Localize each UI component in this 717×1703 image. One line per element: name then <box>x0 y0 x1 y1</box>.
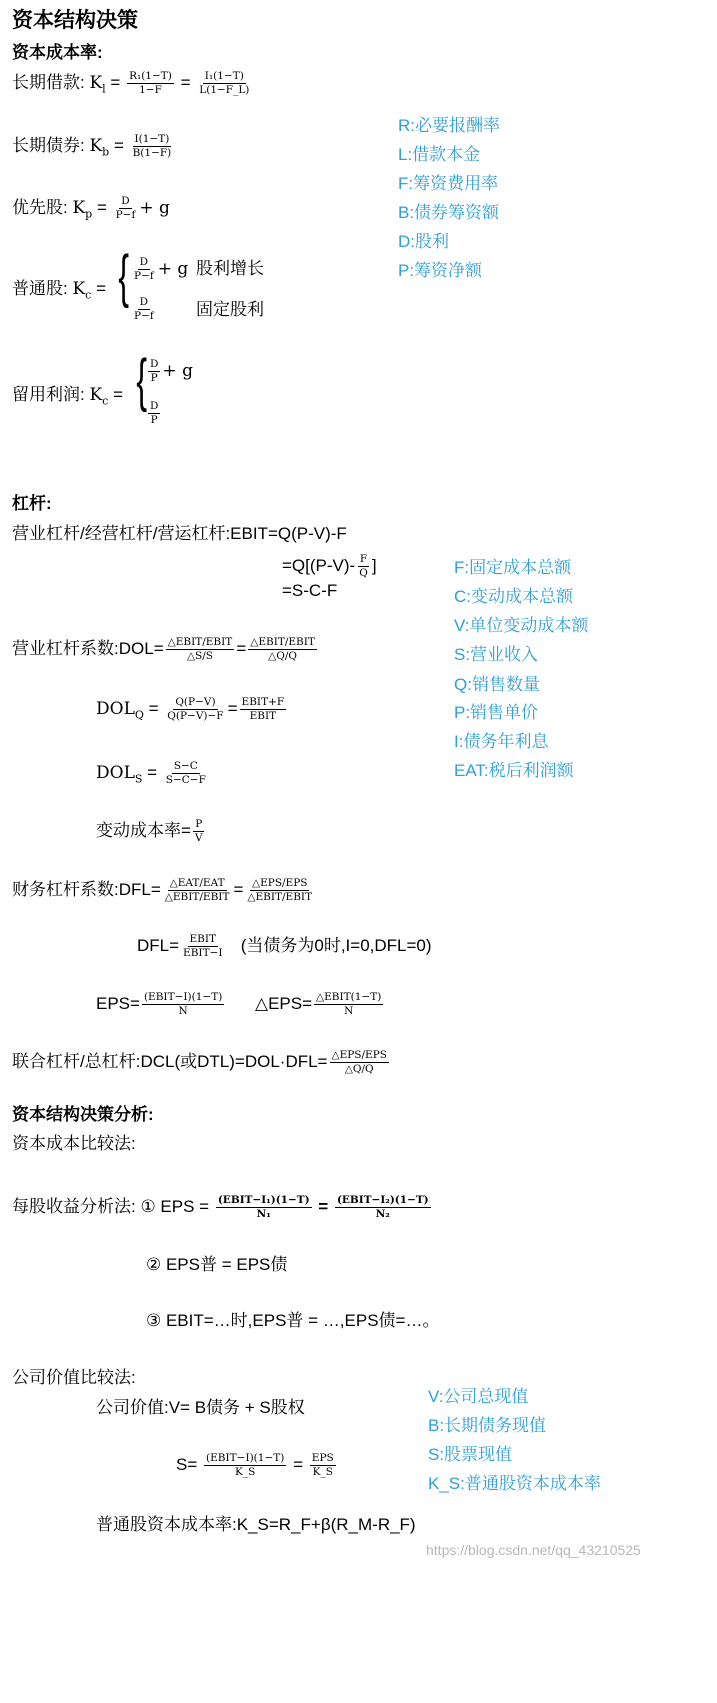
operating-label: 营业杠杆/经营杠杆/营运杠杆:EBIT=Q(P-V)-F <box>12 524 347 543</box>
cost-legend-item: R:必要报酬率 <box>398 116 500 135</box>
leverage-legend-item: F:固定成本总额 <box>454 558 572 577</box>
long-loan-frac-1: $\frac{\text{R₁(1−T)}}{1-F}$ <box>129 70 172 97</box>
common-case-2: $\frac{D}{P-f}$ <box>134 296 154 323</box>
leverage-legend-item: C:变动成本总额 <box>454 587 573 606</box>
ks-formula: 普通股资本成本率:K_S=R_F+β(R_M-R_F) <box>96 1515 416 1534</box>
eps-condition-3: ③ EBIT=…时,EPS普 = …,EPS债=…。 <box>146 1311 440 1330</box>
long-loan-lhs: $K_l$ <box>89 73 106 96</box>
common-brace: { <box>118 244 130 309</box>
cost-legend-item: D:股利 <box>398 232 449 251</box>
watermark-text: https://blog.csdn.net/qq_43210525 <box>426 1542 641 1558</box>
preferred-lhs: $K_p$ <box>72 198 93 221</box>
page-title: 资本结构决策 <box>12 9 138 32</box>
leverage-legend-item: S:营业收入 <box>454 645 539 664</box>
decision-legend-item: K_S:普通股资本成本率 <box>428 1474 601 1493</box>
dcl-formula: 联合杠杆/总杠杆:DCL(或DTL)=DOL·DFL= △EPS/EPS △Q/Q <box>12 1049 387 1076</box>
common-label: 普通股: $K_c$ = <box>12 279 106 302</box>
preferred-label: 优先股: <box>12 198 68 218</box>
long-bond-lhs: $K_b$ <box>89 136 110 159</box>
leverage-legend-item: V:单位变动成本额 <box>454 616 589 635</box>
formula-preferred: 优先股: $K_p$ = $\frac{D}{P-f}$ + g <box>12 195 170 222</box>
formula-long-loan: 长期借款: $K_l$ = $\frac{\text{R₁(1−T)}}{1-F}$ = $\frac{\text{I₁(1−T)}}{L(1-F\_L)}$ <box>12 70 250 97</box>
decision-legend-item: S:股票现值 <box>428 1445 513 1464</box>
dfl-formula: 财务杠杆系数:DFL= △EAT/EAT △EBIT/EBIT = △EPS/EPS △EBIT/EBIT <box>12 877 313 904</box>
dols-formula: $DOL_S$ = $\frac{S-C}{S-C-F}$ <box>96 760 206 787</box>
preferred-frac: $\frac{D}{P-f}$ <box>115 195 136 222</box>
retained-case-2: $\frac{D}{P}$ <box>150 400 159 427</box>
dol-formula: 营业杠杆系数:DOL= △EBIT/EBIT △S/S = △EBIT/EBIT △Q/Q <box>12 636 315 663</box>
eps-formula: EPS= (EBIT−I)(1−T) N <box>96 991 223 1018</box>
common-case-2-label: 固定股利 <box>196 300 264 319</box>
retained-case-1: $\frac{D}{P}$ + g <box>150 358 193 385</box>
long-loan-label: 长期借款: <box>12 73 85 93</box>
long-bond-label: 长期债券: <box>12 136 85 156</box>
dfl2-formula: DFL= EBIT EBIT−I (当债务为0时,I=0,DFL=0) <box>137 933 432 960</box>
cost-legend-item: L:借款本金 <box>398 145 481 164</box>
retained-brace: { <box>136 348 148 413</box>
eps-condition-2: ② EPS普 = EPS债 <box>146 1255 288 1274</box>
common-case-1-label: 股利增长 <box>196 259 264 278</box>
leverage-legend-item: Q:销售数量 <box>454 675 540 694</box>
cost-legend-item: P:筹资净额 <box>398 261 483 280</box>
leverage-legend-item: EAT:税后利润额 <box>454 761 574 780</box>
delta-eps-formula: △EPS= △EBIT(1−T) N <box>255 991 382 1018</box>
decision-legend-item: B:长期债务现值 <box>428 1416 547 1435</box>
eps-analysis-formula: 每股收益分析法: ① EPS = (EBIT−I₁)(1−T) N₁ = (EBIT−I₂)(1−T) N₂ <box>12 1194 429 1221</box>
cost-legend-item: F:筹资费用率 <box>398 174 499 193</box>
retained-label: 留用利润: $K_c$ = <box>12 385 123 408</box>
cost-compare-method: 资本成本比较法: <box>12 1134 136 1153</box>
stock-value-formula: S= (EBIT−I)(1−T) K_S = EPS K_S <box>176 1452 334 1479</box>
leverage-legend-item: I:债务年利息 <box>454 732 549 751</box>
leverage-legend-item: P:销售单价 <box>454 703 539 722</box>
dolq-formula: $DOL_Q$ = $\frac{Q(P-V)}{Q(P-V)-F}$ = EBIT+F EBIT <box>96 696 285 723</box>
decision-legend-item: V:公司总现值 <box>428 1387 529 1406</box>
long-bond-frac: $\frac{I(1-T)}{B(1-F)}$ <box>132 133 172 160</box>
firm-value-formula: 公司价值:V= B债务 + S股权 <box>96 1398 305 1417</box>
long-loan-frac-2: $\frac{\text{I₁(1−T)}}{L(1-F\_L)}$ <box>199 70 250 97</box>
var-cost-formula: 变动成本率= $\frac{P}{V}$ <box>96 818 203 845</box>
leverage-heading: 杠杆: <box>12 494 52 513</box>
decision-heading: 资本结构决策分析: <box>12 1105 154 1124</box>
common-case-1: $\frac{D}{P-f}$ + g <box>134 256 189 283</box>
cost-heading: 资本成本率: <box>12 43 103 62</box>
ebit-line-2: =Q[(P-V)- $\frac{F}{Q}$ ] <box>282 553 377 580</box>
cost-legend-item: B:债券筹资额 <box>398 203 500 222</box>
formula-long-bond: 长期债券: $K_b$ = $\frac{I(1-T)}{B(1-F)}$ <box>12 133 172 160</box>
ebit-line-3: =S-C-F <box>282 581 338 600</box>
value-compare-method: 公司价值比较法: <box>12 1368 136 1387</box>
